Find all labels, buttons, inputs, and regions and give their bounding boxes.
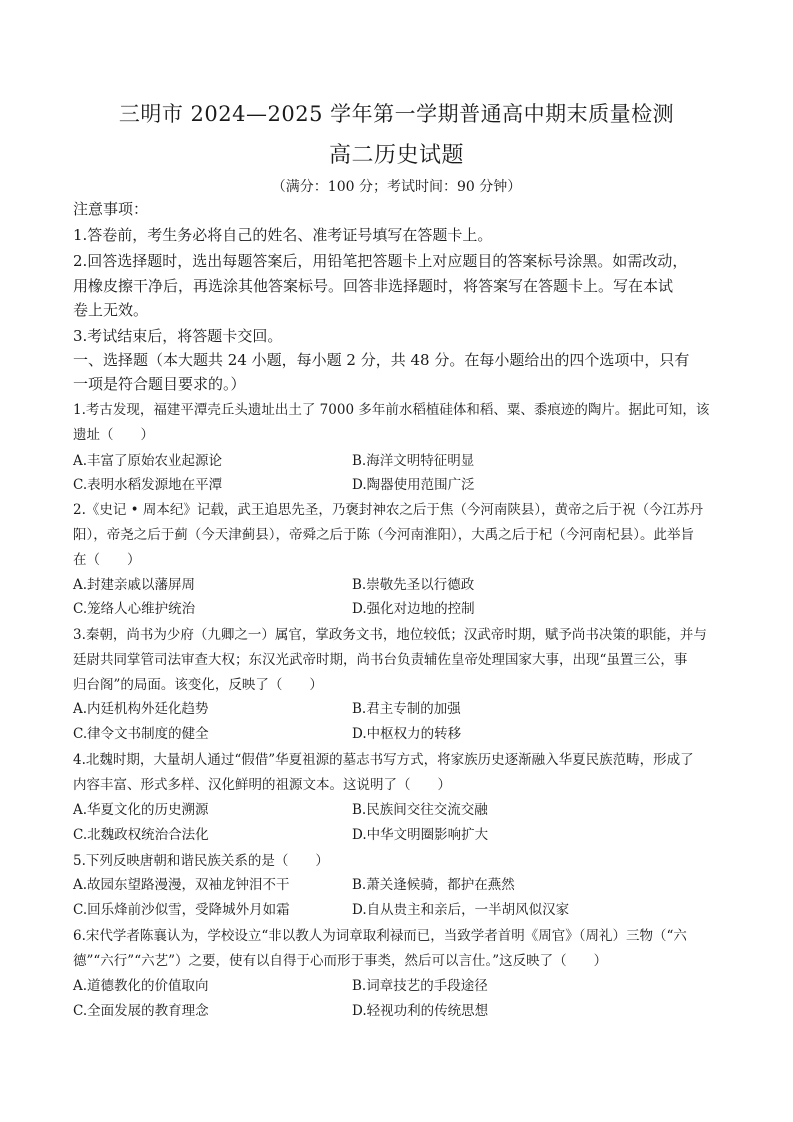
notice-item-2-line-3: 卷上无效。: [73, 301, 149, 319]
question-stem: 5.下列反映唐朝和谐民族关系的是（ ）: [73, 853, 329, 869]
notice-item-1: 1.答卷前，考生务必将自己的姓名、准考证号填写在答题卡上。: [73, 226, 493, 244]
question-stem: 4.北魏时期，大量胡人通过“假借”华夏祖源的墓志书写方式，将家族历史逐渐融入华夏民族范畴，形成了: [73, 752, 694, 768]
option-d: D.自从贵主和亲后，一半胡风似汉家: [352, 902, 570, 918]
question-stem: 内容丰富、形式多样、汉化鲜明的祖源文本。这说明了（ ）: [73, 777, 451, 793]
option-b: B.君主专制的加强: [352, 701, 461, 717]
exam-title: 三明市 2024—2025 学年第一学期普通高中期末质量检测: [118, 102, 675, 126]
option-c: C.北魏政权统治合法化: [73, 827, 209, 843]
option-b: B.海洋文明特征明显: [352, 453, 475, 469]
option-c: C.表明水稻发源地在平潭: [73, 477, 223, 493]
question-stem: 德”“六行”“六艺”）之要，使有以自得于心而形于事类，然后可以言仕。”这反映了（ ）: [73, 953, 608, 969]
option-b: B.崇敬先圣以行德政: [352, 577, 475, 593]
exam-info: （满分：100 分；考试时间：90 分钟）: [271, 179, 522, 195]
question-stem: 1.考古发现，福建平潭壳丘头遗址出土了 7000 多年前水稻植硅体和稻、粟、黍痕迹的陶片。据此可知，该: [73, 402, 710, 418]
option-c: C.笼络人心维护统治: [73, 601, 196, 617]
option-b: B.词章技艺的手段途径: [352, 978, 488, 994]
option-a: A.华夏文化的历史溯源: [73, 802, 209, 818]
question-stem: 归台阁”的局面。该变化，反映了（ ）: [73, 677, 323, 693]
question-stem: 在（ ）: [73, 552, 141, 568]
question-stem: 廷尉共同掌管司法审查大权；东汉光武帝时期，尚书台负责辅佐皇帝处理国家大事，出现“虽置三公，事: [73, 652, 688, 668]
question-stem: 遗址（ ）: [73, 427, 154, 443]
option-d: D.轻视功利的传统思想: [352, 1003, 489, 1019]
notice-item-2-line-2: 用橡皮擦干净后，再选涂其他答案标号。回答非选择题时，将答案写在答题卡上。写在本试: [73, 277, 674, 295]
exam-subject: 高二历史试题: [328, 143, 464, 168]
option-a: A.丰富了原始农业起源论: [73, 453, 223, 469]
option-a: A.道德教化的价值取向: [73, 978, 209, 994]
question-stem: 3.秦朝，尚书为少府（九卿之一）属官，掌政务文书，地位较低；汉武帝时期，赋予尚书决策的职能，并与: [73, 627, 707, 643]
option-a: A.故园东望路漫漫，双袖龙钟泪不干: [73, 877, 290, 893]
option-d: D.陶器使用范围广泛: [352, 477, 475, 493]
option-d: D.中枢权力的转移: [352, 726, 462, 742]
notice-item-3: 3.考试结束后，将答题卡交回。: [73, 327, 283, 345]
option-a: A.内廷机构外廷化趋势: [73, 701, 209, 717]
notice-item-2-line-1: 2.回答选择题时，选出每题答案后，用铅笔把答题卡上对应题目的答案标号涂黑。如需改动，: [73, 252, 688, 270]
option-d: D.中华文明圈影响扩大: [352, 827, 489, 843]
option-c: C.回乐烽前沙似雪，受降城外月如霜: [73, 902, 290, 918]
section-heading-line-1: 一、选择题（本大题共 24 小题，每小题 2 分，共 48 分。在每小题给出的四个选项中，只有: [73, 351, 690, 369]
section-heading-line-2: 一项是符合题目要求的。）: [73, 375, 246, 393]
option-b: B.民族间交往交流交融: [352, 802, 488, 818]
option-c: C.律令文书制度的健全: [73, 726, 209, 742]
question-stem: 阳），帝尧之后于蓟（今天津蓟县），帝舜之后于陈（今河南淮阳），大禹之后于杞（今河南杞县）。此举旨: [73, 527, 694, 543]
question-stem: 2.《史记 • 周本纪》记载，武王追思先圣，乃褒封神农之后于焦（今河南陕县），黄帝之后于祝（今江苏丹: [73, 502, 704, 518]
option-d: D.强化对边地的控制: [352, 601, 475, 617]
option-c: C.全面发展的教育理念: [73, 1003, 209, 1019]
question-stem: 6.宋代学者陈襄认为，学校设立“非以教人为词章取利禄而已，当致学者首明《周官》（周礼）三物（“六: [73, 928, 687, 944]
option-a: A.封建亲戚以藩屏周: [73, 577, 196, 593]
notice-heading: 注意事项：: [73, 200, 149, 218]
option-b: B.萧关逢候骑，都护在燕然: [352, 877, 515, 893]
